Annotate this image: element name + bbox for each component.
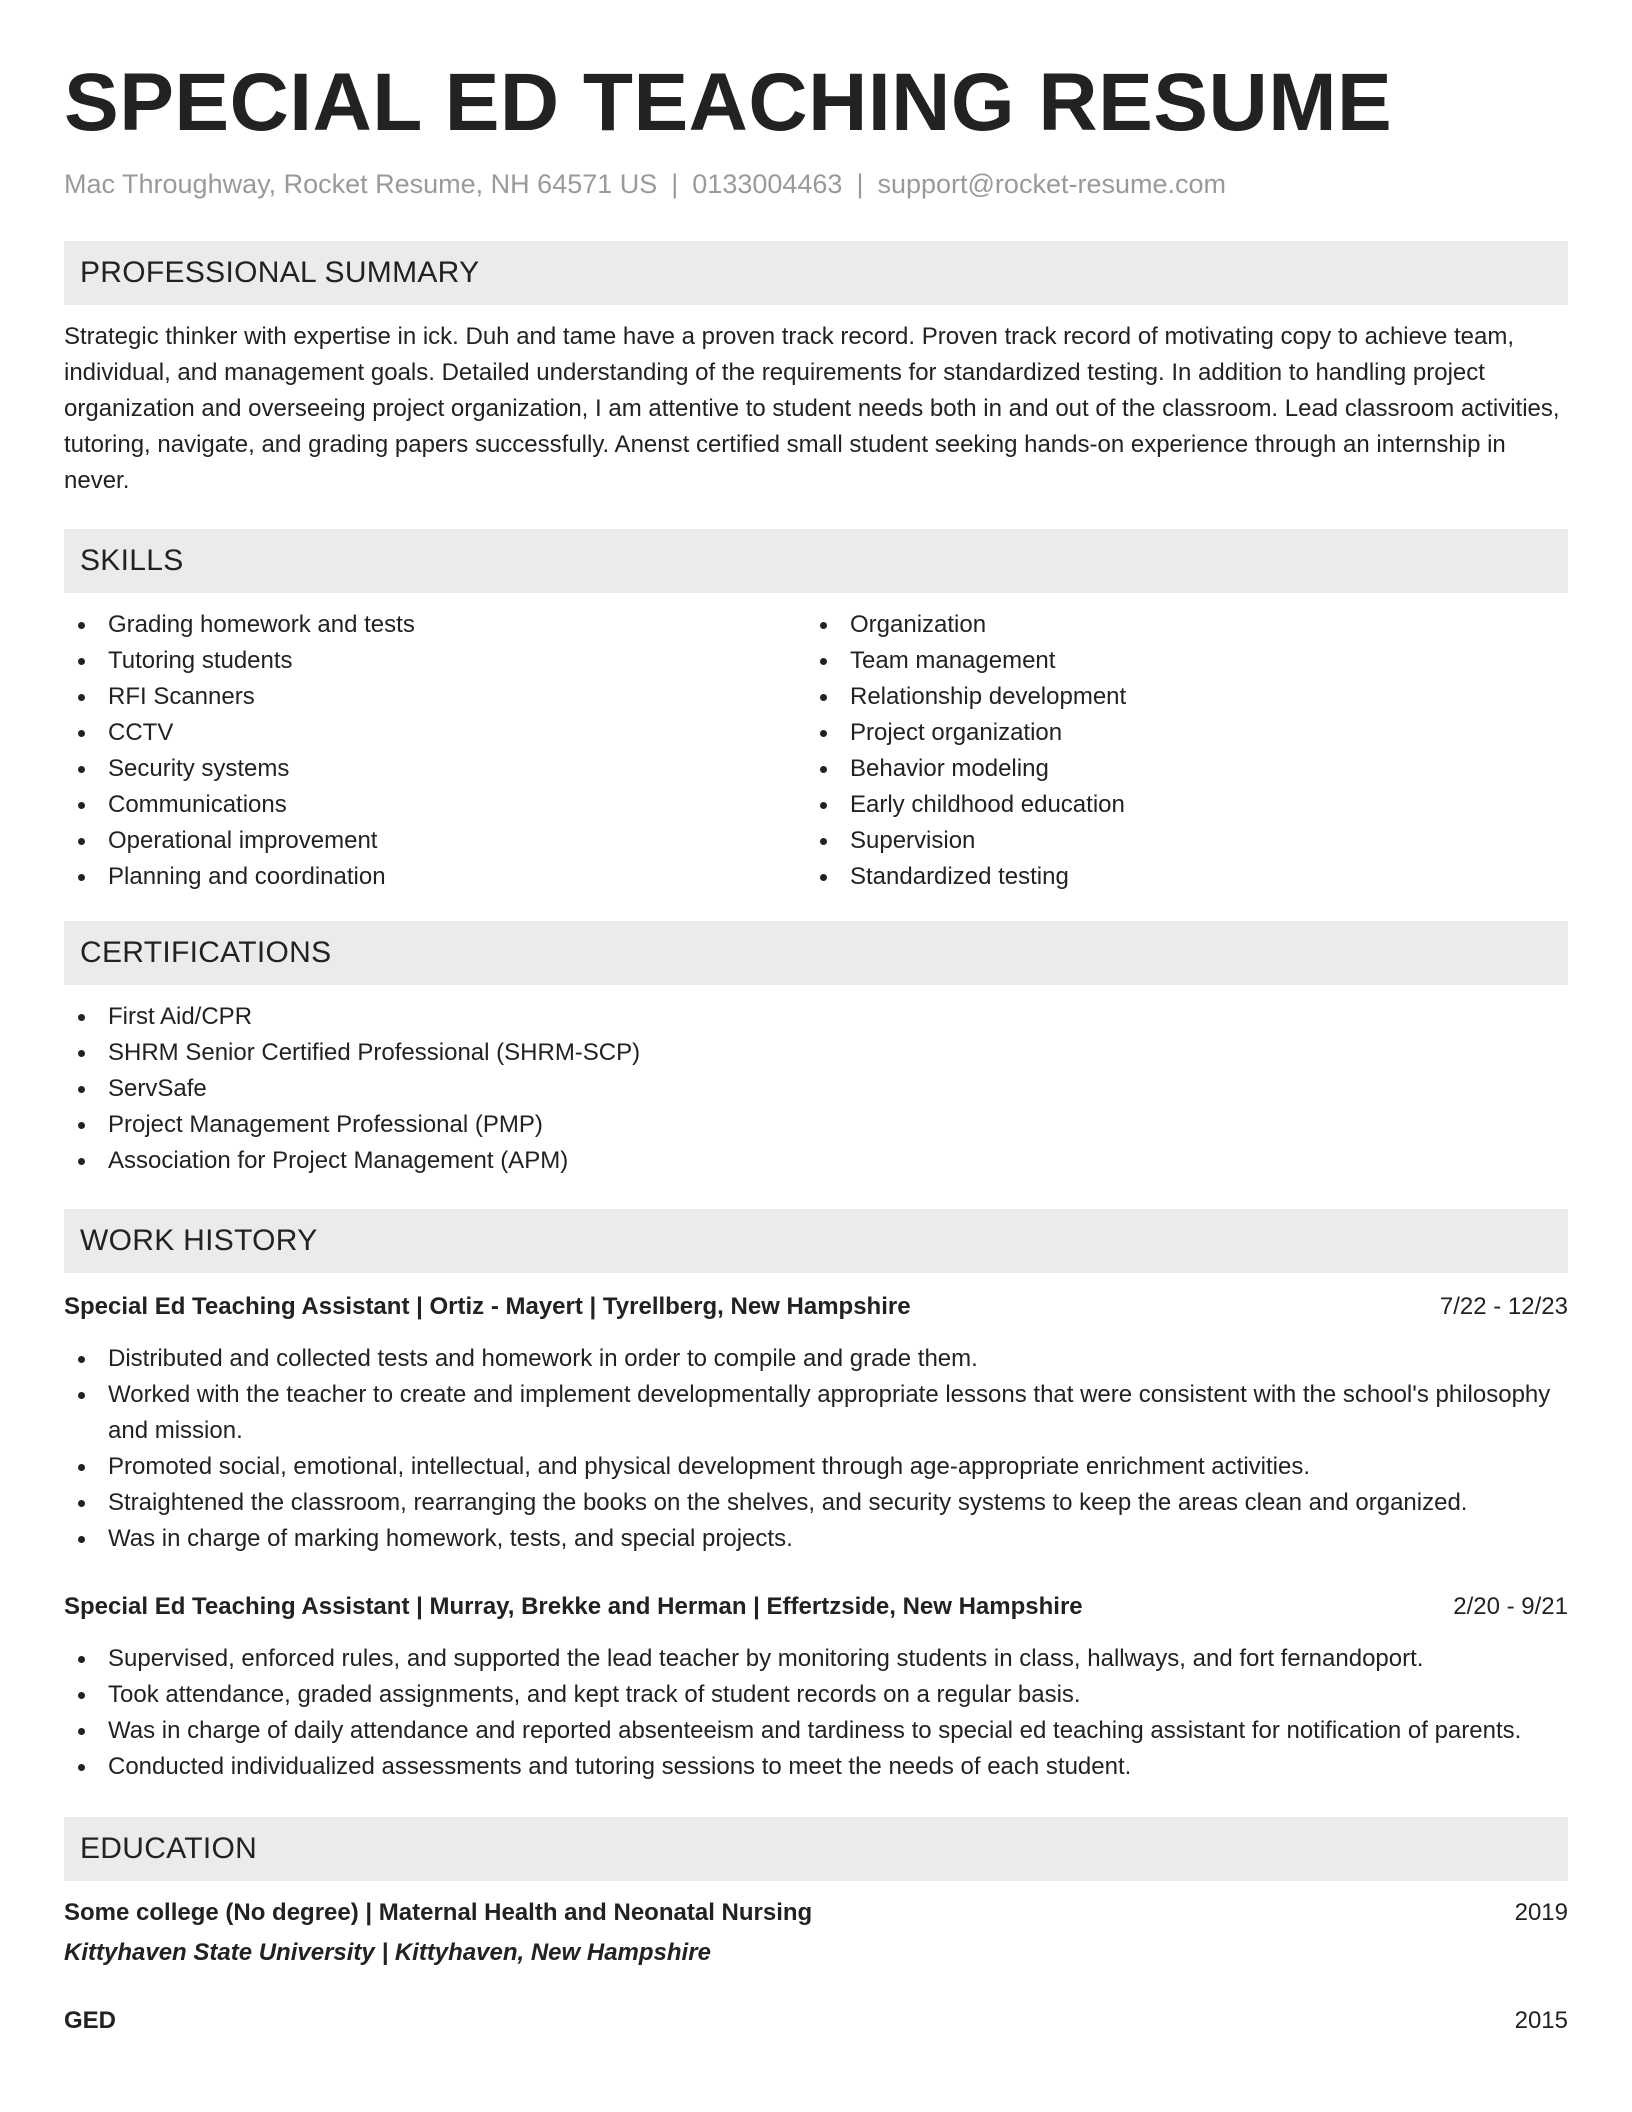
section-header-work-history: WORK HISTORY [64, 1209, 1568, 1273]
job-bullet: Was in charge of daily attendance and reported absenteeism and tardiness to special ed teaching assistant for notification of parents. [64, 1713, 1568, 1749]
skills-grid [64, 607, 1568, 895]
skill-item: Relationship development [806, 679, 1548, 715]
job-title: Special Ed Teaching Assistant | Ortiz - Mayert | Tyrellberg, New Hampshire [64, 1293, 911, 1320]
contact-email: support@rocket-resume.com [877, 169, 1226, 199]
education-degree: Some college (No degree) | Maternal Health and Neonatal Nursing [64, 1899, 813, 1926]
skill-item: Supervision [806, 823, 1548, 859]
skill-item: RFI Scanners [64, 679, 806, 715]
job-header [64, 1289, 1568, 1325]
skills-list-right [806, 607, 1548, 895]
job-bullet: Conducted individualized assessments and tutoring sessions to meet the needs of each student. [64, 1749, 1568, 1785]
certification-item: First Aid/CPR [64, 999, 1568, 1035]
job-bullet: Worked with the teacher to create and implement developmentally appropriate lessons that were consistent with the school's philosophy and mission. [64, 1377, 1568, 1449]
job-dates: 2/20 - 9/21 [1453, 1593, 1568, 1620]
skill-item: Behavior modeling [806, 751, 1548, 787]
skill-item: Tutoring students [64, 643, 806, 679]
education-entry [64, 2003, 1568, 2039]
job-entry [64, 1289, 1568, 1557]
job-bullet: Supervised, enforced rules, and supported the lead teacher by monitoring students in class, hallways, and fort fernandoport. [64, 1641, 1568, 1677]
certification-item: Project Management Professional (PMP) [64, 1107, 1568, 1143]
education-header [64, 1895, 1568, 1931]
contact-line [64, 167, 1568, 201]
skill-item: Communications [64, 787, 806, 823]
skills-column-left [64, 607, 806, 895]
job-bullet: Promoted social, emotional, intellectual, and physical development through age-appropriate enrichment activities. [64, 1449, 1568, 1485]
education-entry [64, 1895, 1568, 1971]
summary-text: Strategic thinker with expertise in ick. Duh and tame have a proven track record. Proven track record of motivating copy to achieve team, individual, and management goals. Detailed understanding of the requirements for standardized testing. In addition to handling project organization and overseeing project organization, I am attentive to student needs both in and out of the classroom. Lead classroom activities, tutoring, navigate, and grading papers successfully. Anenst certified small student seeking hands-on experience through an internship in never. [64, 323, 1560, 494]
contact-separator: | [671, 169, 679, 199]
section-header-summary: PROFESSIONAL SUMMARY [64, 241, 1568, 305]
job-bullet: Distributed and collected tests and homework in order to compile and grade them. [64, 1341, 1568, 1377]
job-bullet: Took attendance, graded assignments, and kept track of student records on a regular basis. [64, 1677, 1568, 1713]
education-degree: GED [64, 2007, 117, 2034]
education-school: Kittyhaven State University | Kittyhaven, New Hampshire [64, 1939, 711, 1966]
job-entry [64, 1589, 1568, 1785]
skill-item: Organization [806, 607, 1548, 643]
job-title: Special Ed Teaching Assistant | Murray, Brekke and Herman | Effertzside, New Hampshire [64, 1593, 1083, 1620]
certifications-list [64, 999, 1568, 1179]
job-dates: 7/22 - 12/23 [1439, 1293, 1568, 1320]
contact-separator: | [856, 169, 864, 199]
skill-item: Operational improvement [64, 823, 806, 859]
education-header [64, 2003, 1568, 2039]
skill-item: Standardized testing [806, 859, 1548, 895]
skill-item: Project organization [806, 715, 1548, 751]
skill-item: Grading homework and tests [64, 607, 806, 643]
contact-address: Mac Throughway, Rocket Resume, NH 64571 US [64, 169, 658, 199]
skills-list-left [64, 607, 806, 895]
skill-item: Early childhood education [806, 787, 1548, 823]
skills-column-right [806, 607, 1548, 895]
section-header-education: EDUCATION [64, 1817, 1568, 1881]
contact-phone: 0133004463 [692, 169, 843, 199]
certification-item: Association for Project Management (APM) [64, 1143, 1568, 1179]
certification-item: ServSafe [64, 1071, 1568, 1107]
skill-item: Team management [806, 643, 1548, 679]
resume-title: SPECIAL ED TEACHING RESUME [64, 57, 1393, 148]
job-bullets [64, 1641, 1568, 1785]
job-bullet: Straightened the classroom, rearranging the books on the shelves, and security systems to keep the areas clean and organized. [64, 1485, 1568, 1521]
skill-item: Security systems [64, 751, 806, 787]
section-header-skills: SKILLS [64, 529, 1568, 593]
job-header [64, 1589, 1568, 1625]
skill-item: CCTV [64, 715, 806, 751]
education-year: 2019 [1514, 1899, 1568, 1926]
section-header-certifications: CERTIFICATIONS [64, 921, 1568, 985]
education-year: 2015 [1514, 2007, 1568, 2034]
skill-item: Planning and coordination [64, 859, 806, 895]
job-bullets [64, 1341, 1568, 1557]
job-bullet: Was in charge of marking homework, tests, and special projects. [64, 1521, 1568, 1557]
certification-item: SHRM Senior Certified Professional (SHRM-SCP) [64, 1035, 1568, 1071]
